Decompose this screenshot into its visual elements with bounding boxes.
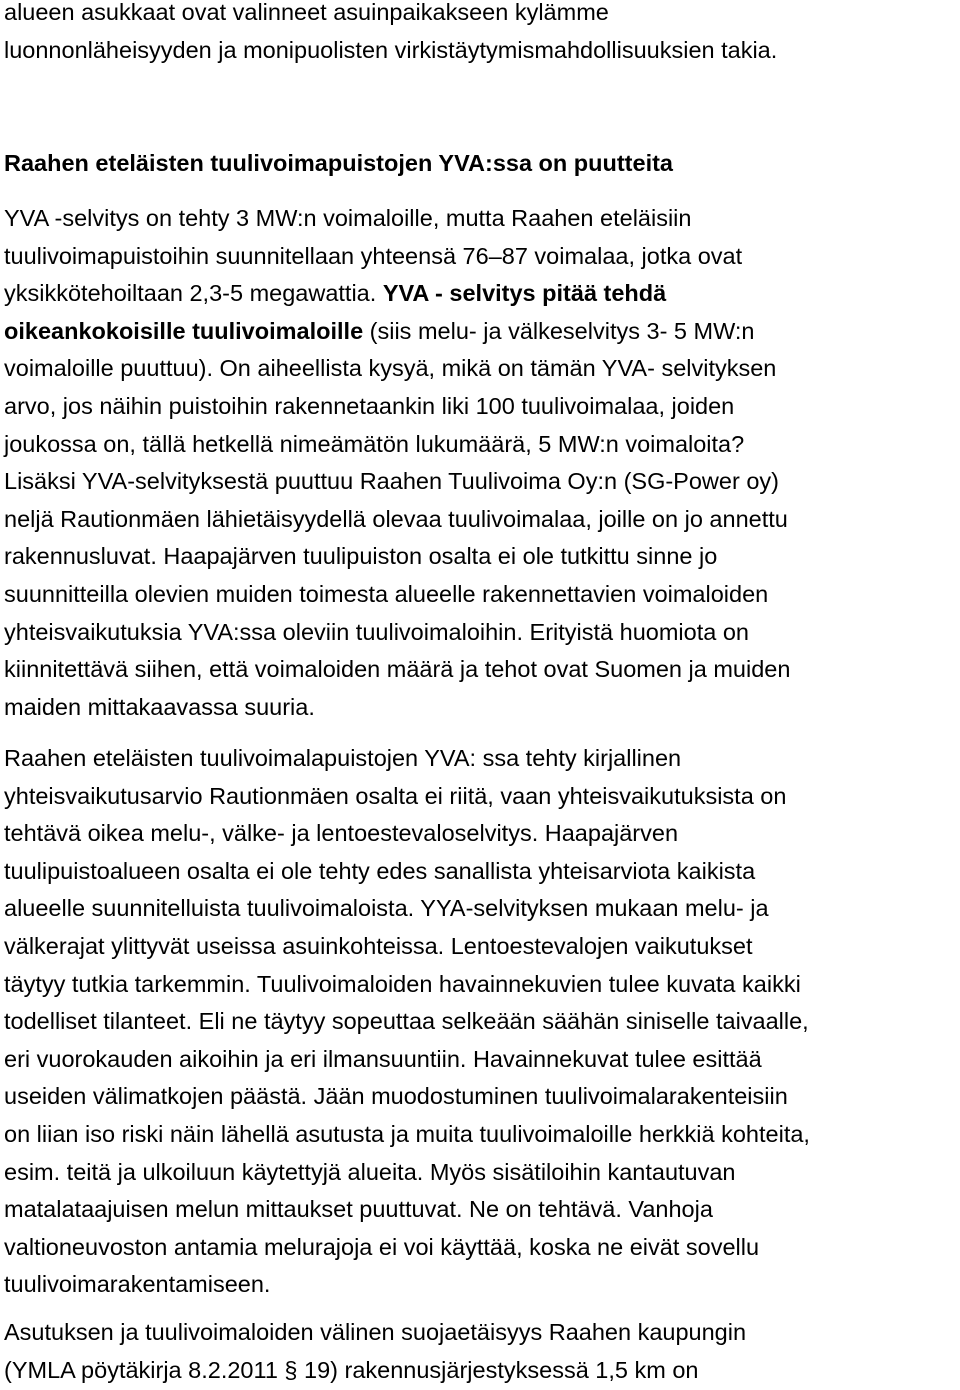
text-line: välkerajat ylittyvät useissa asuinkohteissa. Lentoestevalojen vaikutukset	[4, 932, 753, 959]
section-heading: Raahen eteläisten tuulivoimapuistojen YVA:ssa on puutteita	[4, 150, 674, 176]
text-line: alueen asukkaat ovat valinneet asuinpaikakseen kylämme	[4, 0, 609, 25]
text-line	[4, 275, 960, 313]
text-line: kiinnitettävä siihen, että voimaloiden määrä ja tehot ovat Suomen ja muiden	[4, 656, 791, 683]
text-line: useiden välimatkojen päästä. Jään muodostuminen tuulivoimalarakenteisiin	[4, 1083, 788, 1110]
text-line: joukossa on, tällä hetkellä nimeämätön lukumäärä, 5 MW:n voimaloita?	[4, 430, 745, 457]
paragraph-protective-distance	[0, 1314, 960, 1389]
text-line: luonnonläheisyyden ja monipuolisten virkistäytymismahdollisuuksien takia.	[4, 36, 778, 63]
paragraph-cumulative-impacts	[0, 740, 960, 1304]
text-line: tuulivoimapuistoihin suunnitellaan yhteensä 76–87 voimalaa, jotka ovat	[4, 242, 743, 269]
text-line: tuulivoimarakentamiseen.	[4, 1271, 271, 1298]
text-line: Raahen eteläisten tuulivoimalapuistojen YVA: ssa tehty kirjallinen	[4, 745, 682, 771]
text-line: tehtävä oikea melu-, välke- ja lentoestevaloselvitys. Haapajärven	[4, 820, 679, 847]
text-line: matalataajuisen melun mittaukset puuttuvat. Ne on tehtävä. Vanhoja	[4, 1196, 713, 1223]
text-line: esim. teitä ja ulkoiluun käytettyjä alueita. Myös sisätiloihin kantautuvan	[4, 1158, 736, 1185]
text-line: Lisäksi YVA-selvityksestä puuttuu Raahen Tuulivoima Oy:n (SG-Power oy)	[4, 468, 779, 495]
text-line: valtioneuvoston antamia melurajoja ei voi käyttää, koska ne eivät sovellu	[4, 1233, 760, 1260]
text-line: suunnitteilla olevien muiden toimesta alueelle rakennettavien voimaloiden	[4, 580, 769, 607]
bold-text-run: oikeankokoisille tuulivoimaloille	[4, 317, 364, 344]
text-line: eri vuorokauden aikoihin ja eri ilmansuuntiin. Havainnekuvat tulee esittää	[4, 1045, 762, 1072]
text-line: yhteisvaikutuksia YVA:ssa oleviin tuulivoimaloihin. Erityistä huomiota on	[4, 618, 749, 645]
text-line: on liian iso riski näin lähellä asutusta ja muita tuulivoimaloille herkkiä kohteita,	[4, 1120, 810, 1147]
text-line: rakennusluvat. Haapajärven tuulipuiston osalta ei ole tutkittu sinne jo	[4, 543, 718, 570]
section-heading-block	[0, 145, 960, 183]
text-line: neljä Rautionmäen lähietäisyydellä olevaa tuulivoimalaa, joille on jo annettu	[4, 505, 788, 532]
text-line: (YMLA pöytäkirja 8.2.2011 § 19) rakennusjärjestyksessä 1,5 km on	[4, 1356, 699, 1383]
text-line: yhteisvaikutusarvio Rautionmäen osalta ei riitä, vaan yhteisvaikutuksista on	[4, 782, 787, 809]
text-line: maiden mittakaavassa suuria.	[4, 693, 315, 720]
paragraph-intro	[0, 0, 960, 69]
text-line: täytyy tutkia tarkemmin. Tuulivoimaloiden havainnekuvien tulee kuvata kaikki	[4, 970, 801, 997]
paragraph-yva-shortcomings	[0, 200, 960, 726]
text-line: voimaloille puuttuu). On aiheellista kysyä, mikä on tämän YVA- selvityksen	[4, 355, 777, 382]
text-run: (siis melu- ja välkeselvitys 3- 5 MW:n	[363, 317, 755, 344]
text-line: arvo, jos näihin puistoihin rakennetaankin liki 100 tuulivoimalaa, joiden	[4, 392, 735, 419]
text-line: Asutuksen ja tuulivoimaloiden välinen suojaetäisyys Raahen kaupungin	[4, 1319, 747, 1345]
text-line: tuulipuistoalueen osalta ei ole tehty edes sanallista yhteisarviota kaikista	[4, 857, 756, 884]
text-line: alueelle suunnitelluista tuulivoimaloista. YYA-selvityksen mukaan melu- ja	[4, 895, 769, 922]
text-run: yksikkötehoiltaan 2,3-5 megawattia.	[4, 280, 383, 307]
bold-text-run: YVA - selvitys pitää tehdä	[382, 280, 667, 307]
text-line: YVA -selvitys on tehty 3 MW:n voimaloille, mutta Raahen eteläisiin	[4, 205, 692, 231]
text-line: todelliset tilanteet. Eli ne täytyy sopeuttaa selkeään säähän siniselle taivaalle,	[4, 1008, 809, 1035]
text-line	[4, 313, 960, 351]
